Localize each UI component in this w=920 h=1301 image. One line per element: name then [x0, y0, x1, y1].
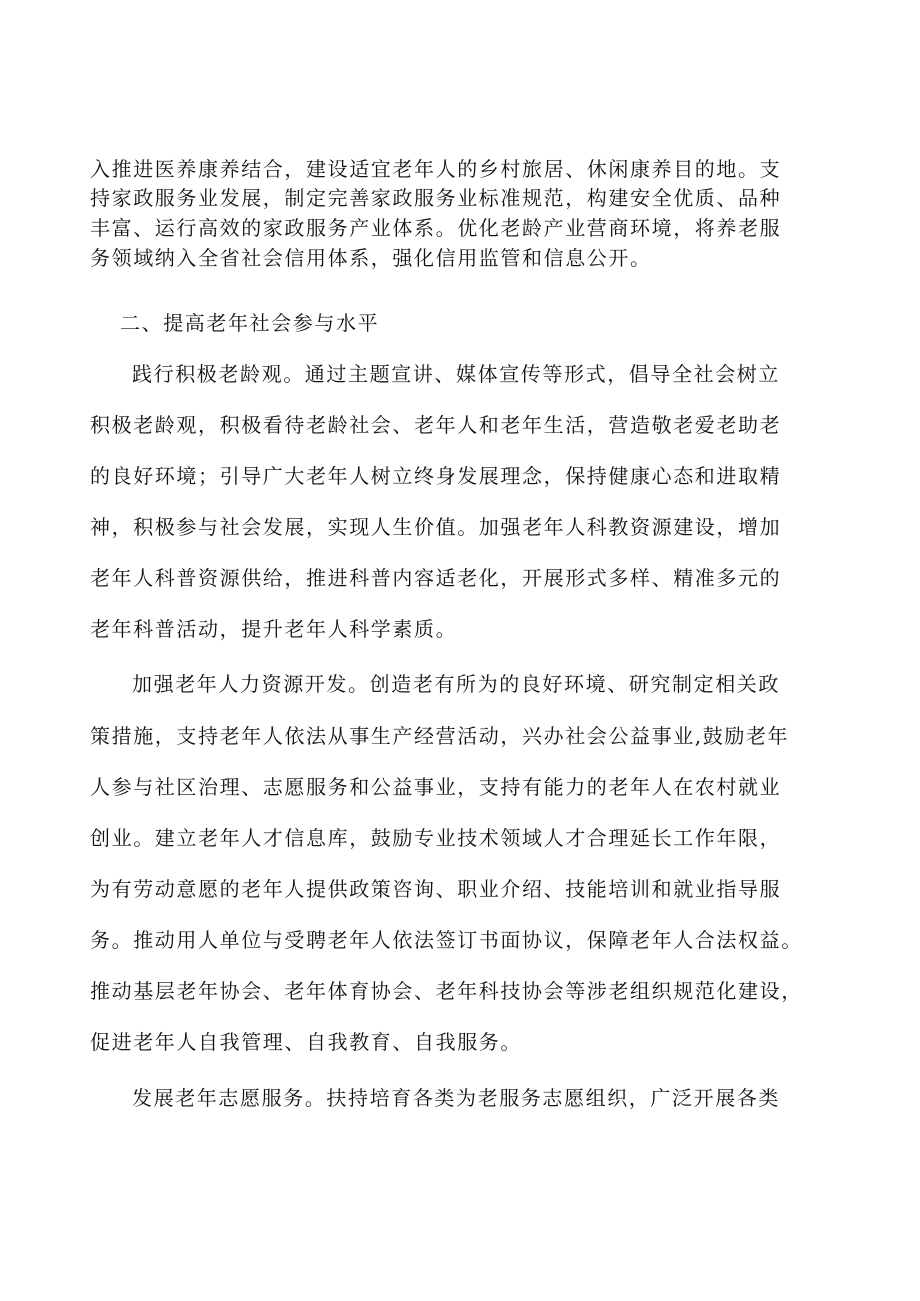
section-heading: 二、提高老年社会参与水平 [120, 311, 380, 335]
text-line: 务。推动用人单位与受聘老年人依法签订书面协议，保障老年人合法权益。 [90, 928, 803, 952]
text-line: 老年人科普资源供给，推进科普内容适老化，开展形式多样、精准多元的 [90, 566, 782, 590]
text-line: 老年科普活动，提升老年人科学素质。 [90, 617, 458, 641]
text-line: 丰富、运行高效的家政服务产业体系。优化老龄产业营商环境，将养老服 [90, 216, 782, 240]
text-line: 发展老年志愿服务。扶持培育各类为老服务志愿组织，广泛开展各类 [132, 1086, 780, 1110]
text-line: 务领域纳入全省社会信用体系，强化信用监管和信息公开。 [90, 246, 652, 270]
text-line: 促进老年人自我管理、自我教育、自我服务。 [90, 1030, 522, 1054]
text-line: 人参与社区治理、志愿服务和公益事业，支持有能力的老年人在农村就业 [90, 775, 782, 799]
text-line: 践行积极老龄观。通过主题宣讲、媒体宣传等形式，倡导全社会树立 [132, 362, 780, 386]
text-line: 持家政服务业发展，制定完善家政服务业标准规范，构建安全优质、品种 [90, 186, 782, 210]
text-line: 入推进医养康养结合，建设适宜老年人的乡村旅居、休闲康养目的地。支 [90, 157, 782, 181]
text-line: 积极老龄观，积极看待老龄社会、老年人和老年生活，营造敬老爱老助老 [90, 413, 782, 437]
text-line: 的良好环境；引导广大老年人树立终身发展理念，保持健康心态和进取精 [90, 464, 782, 488]
text-line: 为有劳动意愿的老年人提供政策咨询、职业介绍、技能培训和就业指导服 [90, 877, 782, 901]
text-line: 神，积极参与社会发展，实现人生价值。加强老年人科教资源建设，增加 [90, 515, 782, 539]
text-line: 创业。建立老年人才信息库，鼓励专业技术领域人才合理延长工作年限， [90, 826, 782, 850]
text-line: 策措施，支持老年人依法从事生产经营活动，兴办社会公益事业,鼓励老年 [90, 724, 790, 748]
text-line: 加强老年人力资源开发。创造老有所为的良好环境、研究制定相关政 [132, 672, 780, 696]
text-line: 推动基层老年协会、老年体育协会、老年科技协会等涉老组织规范化建设， [90, 979, 803, 1003]
